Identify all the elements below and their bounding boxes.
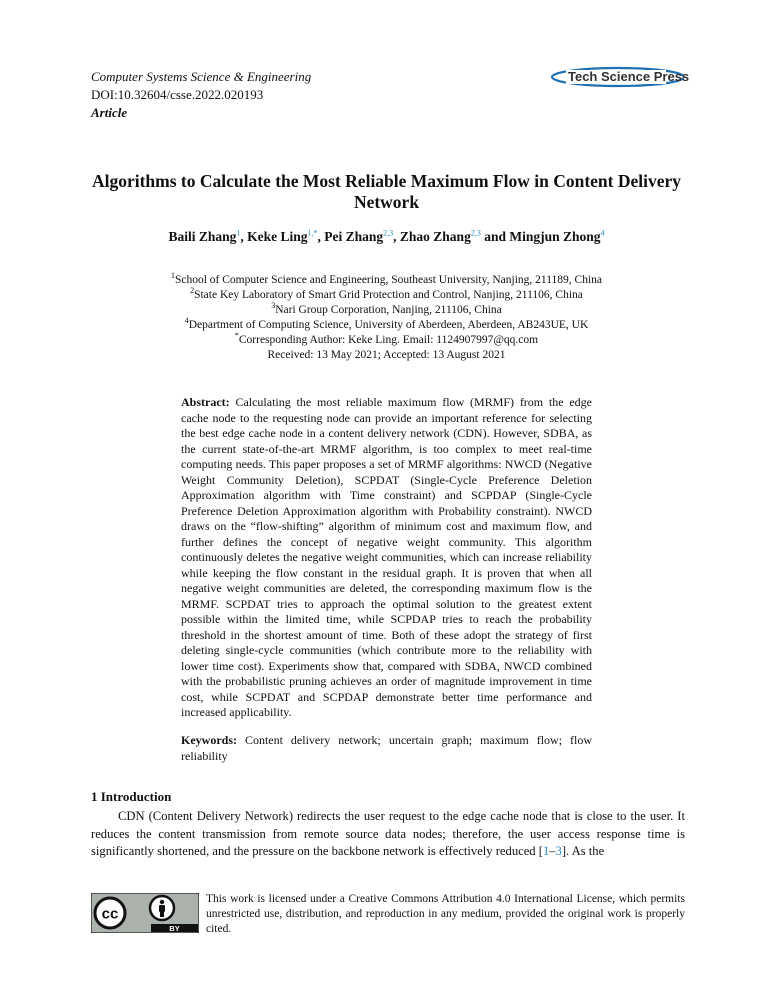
license-statement: This work is licensed under a Creative Commons Attribution 4.0 International License, which permits unrestricted use, distribution, and reproduction in any medium, provided the original work is properly cited.	[206, 893, 685, 935]
keywords-label: Keywords:	[181, 733, 237, 747]
author-name: Keke Ling	[247, 229, 308, 244]
author-list: Baili Zhang$^1$, Keke Ling$^{1,*}$, Pei Zhang$^{2,3}$, Zhao Zhang$^{2,3}$ and Mingjun Zhong$^4$	[168, 228, 605, 244]
section-heading: 1 Introduction	[91, 789, 172, 804]
author-name: Baili Zhang	[168, 229, 237, 244]
author-affiliation-mark: 2,3	[470, 228, 481, 238]
corresponding-author: *Corresponding Author: Keke Ling. Email: 1124907997@qq.com	[234, 331, 539, 346]
creative-commons-icon	[95, 898, 125, 928]
cc-by-license-badge[interactable]	[91, 893, 199, 933]
introduction-paragraph: CDN (Content Delivery Network) redirects the user request to the edge cache node that is close to the user. It reduces the content transmission from remote source data nodes; therefore, the user access response time is significantly shortened, and the pressure on the backbone network is effectively reduced [1–3]. As the	[91, 809, 685, 858]
citation-link[interactable]: 3	[555, 844, 562, 858]
svg-text:cc: cc	[101, 905, 119, 923]
affiliation-line: $^4$Department of Computing Science, University of Aberdeen, Aberdeen, AB243UE, UK	[184, 316, 589, 331]
by-label: BY	[169, 924, 180, 933]
affiliation-line: $^1$School of Computer Science and Engineering, Southeast University, Nanjing, 211189, China	[170, 271, 603, 286]
citation-link[interactable]: 1	[542, 844, 550, 858]
author-affiliation-mark: 2,3	[383, 228, 394, 238]
abstract	[181, 395, 592, 721]
abstract-text: Calculating the most reliable maximum flow (MRMF) from the edge cache node to the requesting node can provide an important reference for selecting the best edge cache node in a content delivery network (CDN). However, SDBA, as the current state-of-the-art MRMF algorithm, is too complex to meet real-time computing needs. This paper proposes a set of MRMF algorithms: NWCD (Negative Weight Community Deletion), SCPDAT (Single-Cycle Preference Deletion Approximation algorithm with Time constraint) and SCPDAP (Single-Cycle Preference Deletion Approximation algorithm with Probability constraint). NWCD draws on the “flow-shifting” algorithm of minimum cost and maximum flow, and further defines the concept of negative weight community. This algorithm continuously deletes the negative weight communities, which can increase reliability while keeping the flow constant in the residual graph. It is proven that when all negative weight communities are deleted, the corresponding maximum flow is the MRMF. SCPDAT tries to approach the optimal solution to the greatest extent possible within the limited time, while SCPDAP tries to reach the probability threshold in the shortest amount of time. Both of these adopt the strategy of first deleting single-cycle communities (which contribute more to the reliability with lower time cost). Experiments show that, compared with SDBA, NWCD combined with the probabilistic pruning achieves an order of magnitude improvement in time cost, while SCPDAT and SCPDAP demonstrate better time performance and increased applicability.	[181, 395, 592, 719]
author-name: Mingjun Zhong	[509, 229, 601, 244]
author-affiliation-mark: 1,*	[307, 228, 318, 238]
keywords	[181, 733, 592, 764]
attribution-person-icon	[150, 896, 174, 920]
doi: DOI:10.32604/csse.2022.020193	[91, 87, 264, 102]
publisher-name: Tech Science Press	[568, 69, 690, 84]
paper-title: Algorithms to Calculate the Most Reliable Maximum Flow in Content Delivery Network	[91, 171, 682, 212]
keywords-text: Content delivery network; uncertain graph; maximum flow; flow reliability	[181, 733, 592, 763]
received-accepted-dates: Received: 13 May 2021; Accepted: 13 August 2021	[267, 349, 506, 361]
affiliation-line: $^2$State Key Laboratory of Smart Grid Protection and Control, Nanjing, 211106, China	[190, 286, 583, 301]
abstract-label: Abstract:	[181, 395, 230, 409]
affiliation-line: $^3$Nari Group Corporation, Nanjing, 211106, China	[271, 301, 502, 316]
author-affiliation-mark: 4	[600, 228, 605, 238]
article-type: Article	[91, 105, 128, 120]
author-name: Zhao Zhang	[399, 229, 471, 244]
publisher-logo	[548, 66, 690, 88]
journal-name: Computer Systems Science & Engineering	[91, 69, 312, 84]
author-affiliation-mark: 1	[236, 228, 241, 238]
author-name: Pei Zhang	[324, 229, 384, 244]
